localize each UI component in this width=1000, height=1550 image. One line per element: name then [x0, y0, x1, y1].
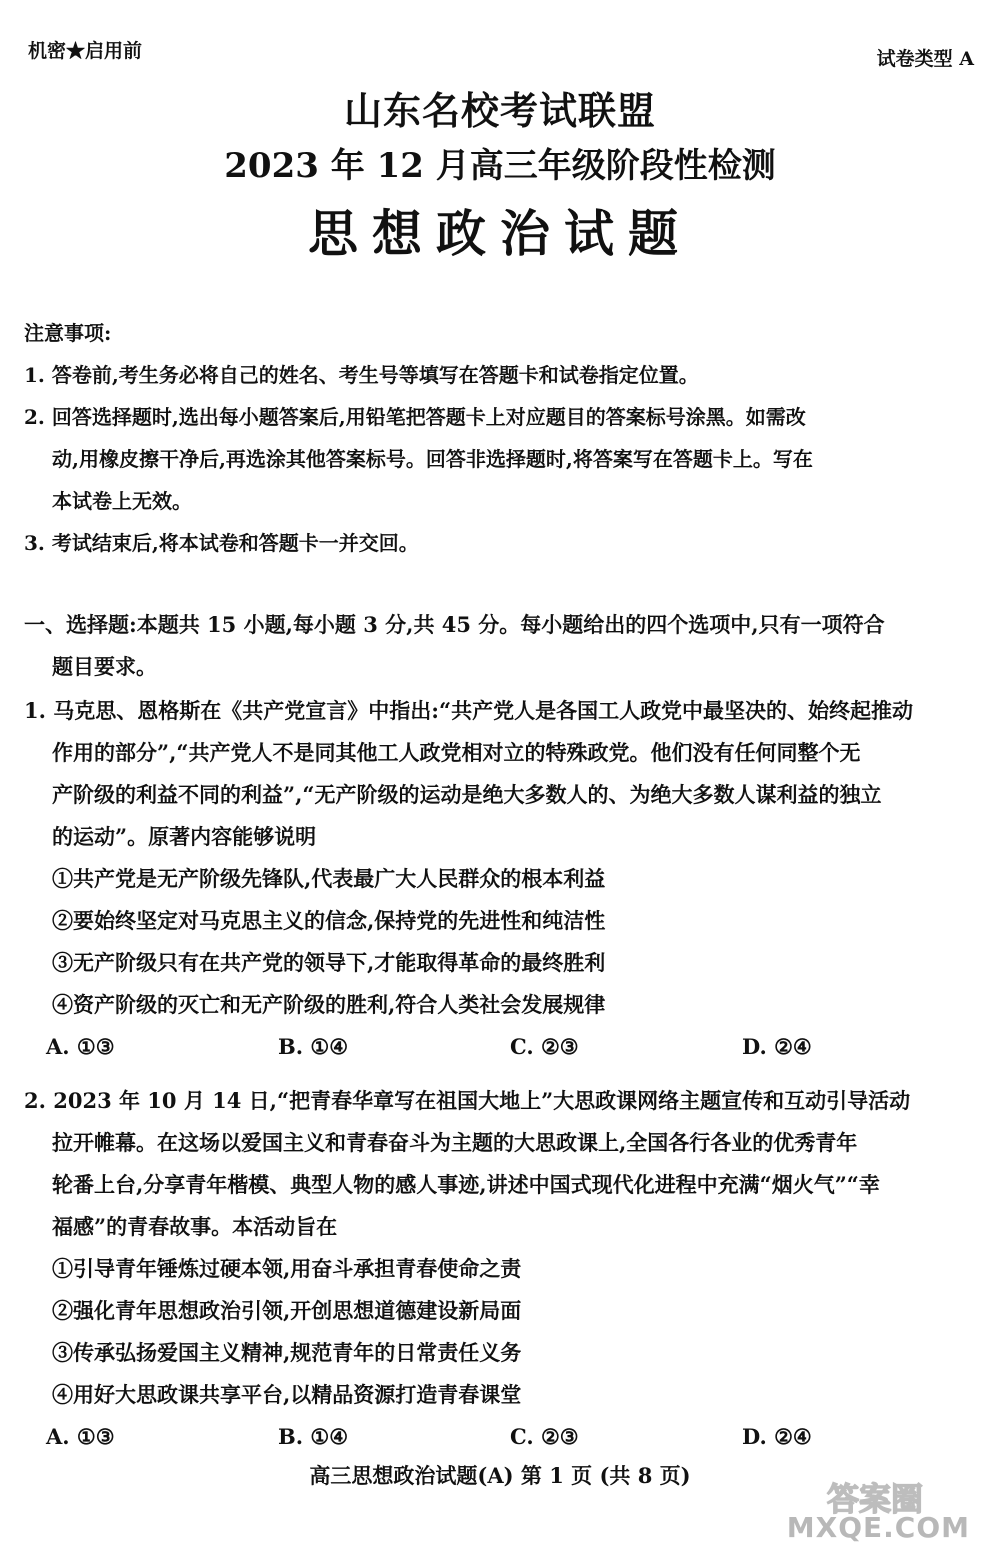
statement-item: ②强化青年思想政治引领,开创思想道德建设新局面: [52, 1298, 522, 1323]
watermark: [776, 1478, 976, 1544]
section-line: 一、选择题:本题共 15 小题,每小题 3 分,共 45 分。每小题给出的四个选项中,只有一项符合: [24, 612, 885, 637]
watermark-url: MXQE.COM: [786, 1511, 970, 1544]
option-b: B. ①④: [278, 1034, 349, 1059]
question-stem-line: 拉开帷幕。在这场以爱国主义和青春奋斗为主题的大思政课上,全国各行各业的优秀青年: [52, 1130, 858, 1155]
statement-item: ③无产阶级只有在共产党的领导下,才能取得革命的最终胜利: [52, 950, 606, 975]
section-instruction: [24, 604, 978, 688]
question-2: [24, 1080, 978, 1458]
page-footer: 高三思想政治试题(A) 第 1 页 (共 8 页): [309, 1463, 691, 1488]
statement-item: ④用好大思政课共享平台,以精品资源打造青春课堂: [52, 1382, 522, 1407]
statement-item: ④资产阶级的灭亡和无产阶级的胜利,符合人类社会发展规律: [52, 992, 606, 1017]
question-stem-line: 的运动”。原著内容能够说明: [52, 824, 317, 849]
question-stem-line: 作用的部分”,“共产党人不是同其他工人政党相对立的特殊政党。他们没有任何同整个无: [52, 740, 861, 765]
question-stem-line: 产阶级的利益不同的利益”,“无产阶级的运动是绝大多数人的、为绝大多数人谋利益的独立: [52, 782, 882, 807]
question-1: [24, 690, 978, 1068]
answer-options: [24, 1416, 978, 1458]
watermark-logo-text: 答案圈: [826, 1480, 924, 1518]
notes-heading: 注意事项:: [24, 321, 112, 345]
statement-item: ③传承弘扬爱国主义精神,规范青年的日常责任义务: [52, 1340, 522, 1365]
option-c: C. ②③: [510, 1424, 579, 1449]
option-a: A. ①③: [46, 1034, 115, 1059]
confidential-label: 机密★启用前: [28, 40, 143, 62]
option-d: D. ②④: [742, 1424, 812, 1449]
statement-item: ①引导青年锤炼过硬本领,用奋斗承担青春使命之责: [52, 1256, 522, 1281]
statement-item: ②要始终坚定对马克思主义的信念,保持党的先进性和纯洁性: [52, 908, 606, 933]
subject-title: 思想政治试题: [308, 204, 692, 263]
question-stem-line: 1. 马克思、恩格斯在《共产党宣言》中指出:“共产党人是各国工人政党中最坚决的、始终起推动: [24, 698, 914, 723]
answer-options: [24, 1026, 978, 1068]
option-c: C. ②③: [510, 1034, 579, 1059]
notes-item: 3. 考试结束后,将本试卷和答题卡一并交回。: [24, 531, 419, 555]
notes-block: [24, 312, 978, 564]
statement-item: ①共产党是无产阶级先锋队,代表最广大人民群众的根本利益: [52, 866, 606, 891]
notes-item: 2. 回答选择题时,选出每小题答案后,用铅笔把答题卡上对应题目的答案标号涂黑。如需改: [24, 405, 806, 429]
exam-org-title: 山东名校考试联盟: [343, 88, 656, 133]
paper-type-label: 试卷类型 A: [876, 48, 974, 70]
question-stem-line: 轮番上台,分享青年楷模、典型人物的感人事迹,讲述中国式现代化进程中充满“烟火气”“幸: [52, 1172, 880, 1197]
option-a: A. ①③: [46, 1424, 115, 1449]
option-b: B. ①④: [278, 1424, 349, 1449]
notes-item: 本试卷上无效。: [52, 489, 192, 513]
question-stem-line: 2. 2023 年 10 月 14 日,“把青春华章写在祖国大地上”大思政课网络主题宣传和互动引导活动: [24, 1088, 911, 1113]
question-stem-line: 福感”的青春故事。本活动旨在: [52, 1214, 338, 1239]
option-d: D. ②④: [742, 1034, 812, 1059]
exam-date-title: 2023 年 12 月高三年级阶段性检测: [224, 146, 776, 186]
notes-item: 1. 答卷前,考生务必将自己的姓名、考生号等填写在答题卡和试卷指定位置。: [24, 363, 699, 387]
section-line: 题目要求。: [52, 654, 157, 679]
notes-item: 动,用橡皮擦干净后,再选涂其他答案标号。回答非选择题时,将答案写在答题卡上。写在: [52, 447, 813, 471]
